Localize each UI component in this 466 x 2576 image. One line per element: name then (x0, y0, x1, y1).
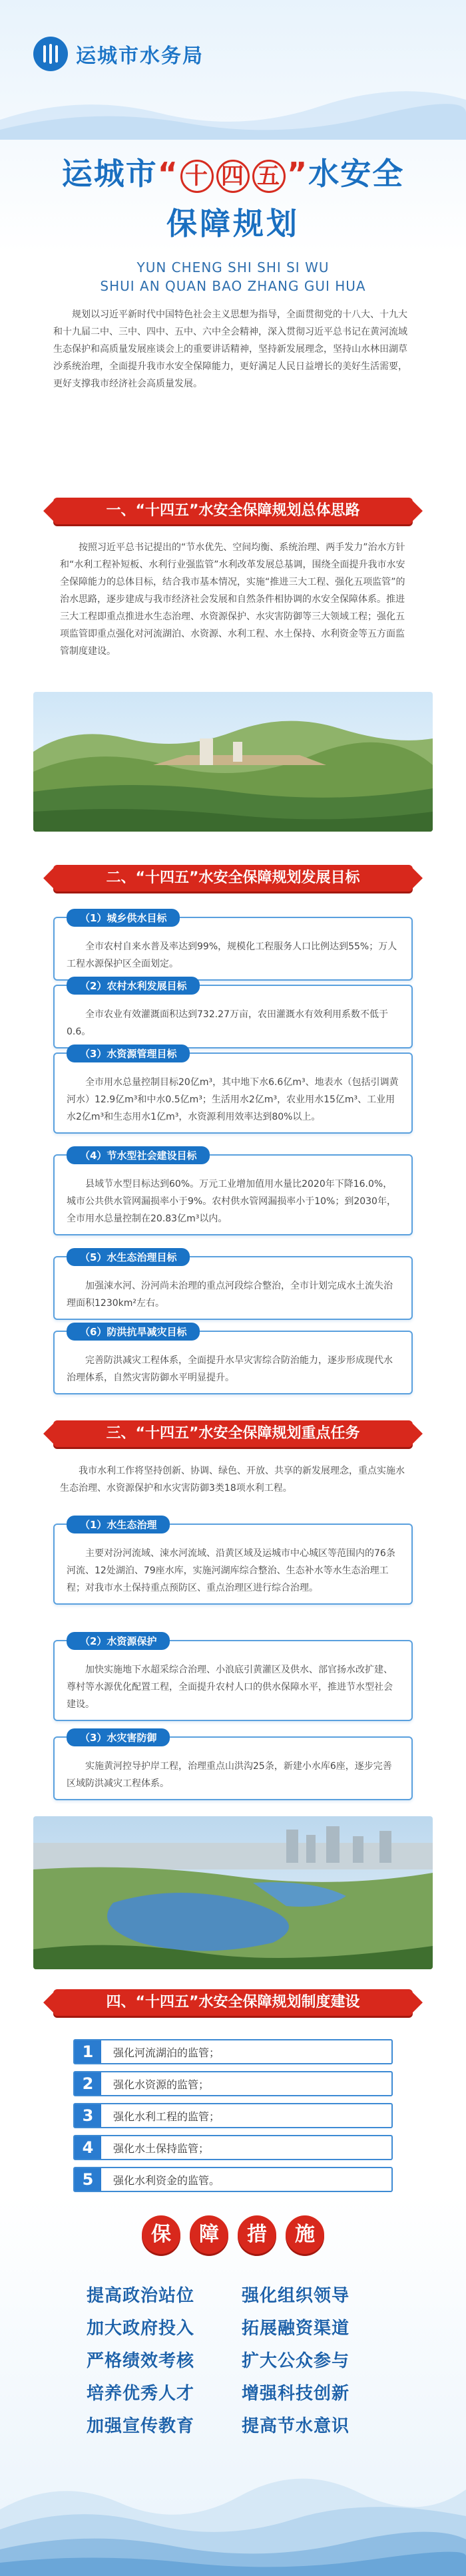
goal-tag: （4）节水型社会建设目标 (67, 1146, 210, 1164)
measure-item: 加大政府投入 (87, 2319, 195, 2338)
task-text: 实施黄河控导护岸工程，治理重点山洪沟25条，新建小水库6座，逐步完善区域防洪减灾工程体系。 (67, 1761, 392, 1789)
goal-tag: （6）防洪抗旱减灾目标 (67, 1323, 200, 1341)
section3-lead: 我市水利工作将坚持创新、协调、绿色、开放、共享的新发展理念，重点实施水生态治理、水资源保护和水灾害防御3类18项水利工程。 (60, 1466, 405, 1494)
goal-box-3 (53, 1048, 413, 1134)
goal-text: 加强涑水河、汾河尚未治理的重点河段综合整治，全市计划完成水土流失治理面积1230km²左右。 (67, 1281, 393, 1309)
system-item-4 (73, 2135, 393, 2160)
measure-item: 拓展融资渠道 (242, 2319, 350, 2338)
system-item-label: 强化河流湖泊的监管； (113, 2046, 220, 2059)
system-item-label: 强化水利工程的监管； (113, 2110, 220, 2123)
task-text: 主要对汾河流域、涑水河流域、沿黄区域及运城市中心城区等范围内的76条河流、12处湖泊、79座水库，实施河湖库综合整治、生态补水等水生态治理工程；对我市水土保持重点预防区、重点治理区进行综合治理。 (67, 1548, 395, 1593)
title-suffix: 水安全 (308, 156, 405, 192)
measures-title-char: 障 (190, 2215, 228, 2254)
system-item-1 (73, 2039, 393, 2064)
measure-item: 提高政治站位 (87, 2286, 195, 2306)
task-box-3 (53, 1732, 413, 1800)
system-item-number: 5 (75, 2168, 101, 2191)
task-tag: （1）水生态治理 (67, 1516, 170, 1533)
section2-heading: 二、“十四五”水安全保障规划发展目标 (53, 865, 413, 891)
title-prefix: 运城市 (61, 156, 158, 192)
reservoir-photo (33, 692, 433, 832)
title-char-si: 四 (216, 160, 250, 193)
goal-box-5 (53, 1251, 413, 1320)
measures-title (0, 2215, 466, 2254)
intro-paragraph: 规划以习近平新时代中国特色社会主义思想为指导，全面贯彻党的十八大、十九大和十九届二中、三中、四中、五中、六中全会精神，深入贯彻习近平总书记在黄河流域生态保护和高质量发展座谈会上的重要讲话精神，坚持新发展理念，坚持山水林田湖草沙系统治理，全面提升我市水安全保障能力，更好满足人民日益增长的美好生活需要，更好支撑我市经济社会高质量发展。 (53, 309, 407, 389)
pinyin-line1: YUN CHENG SHI SHI SI WU (136, 259, 330, 275)
title-open-quote: “ (157, 156, 179, 192)
section1-body: 按照习近平总书记提出的“节水优先、空间均衡、系统治理、两手发力”治水方针和“水利工程补短板、水利行业强监管”水利改革发展总基调，围绕全面提升我市水安全保障能力的总体目标，结合我市基本情况，实施“推进三大工程、强化五项监管”的治水思路，逐步建成与我市经济社会发展和自然条件相协调的水安全保障体系。推进三大工程即重点推进水生态治理、水资源保护、水灾害防御等三大领域工程；强化五项监管即重点强化对河流湖泊、水资源、水利工程、水土保持、水利资金等五方面监管制度建设。 (60, 542, 405, 657)
system-list (73, 2039, 393, 2199)
system-item-label: 强化水土保持监管； (113, 2142, 210, 2155)
section4-heading: 四、“十四五”水安全保障规划制度建设 (53, 1989, 413, 2016)
header (0, 0, 466, 306)
title-char-shi: 十 (180, 160, 214, 193)
goal-text: 全市农业有效灌溉面积达到732.27万亩，农田灌溉水有效利用系数不低于0.6。 (67, 1009, 388, 1037)
system-item-label: 强化水资源的监管； (113, 2078, 210, 2091)
goal-tag: （5）水生态治理目标 (67, 1248, 190, 1266)
measure-item: 提高节水意识 (242, 2416, 350, 2436)
goal-box-1 (53, 912, 413, 981)
goal-text: 全市用水总量控制目标20亿m³，其中地下水6.6亿m³、地表水（包括引调黄河水）12.9亿m³和中水0.5亿m³；生活用水2亿m³，农业用水15亿m³、工业用水2亿m³和生态用水1亿m³，水资源利用效率达到80%以上。 (67, 1077, 399, 1122)
system-item-number: 1 (75, 2040, 101, 2063)
title-close-quote: ” (287, 156, 309, 192)
measures-title-char: 保 (142, 2215, 180, 2254)
goal-tag: （2）农村水利发展目标 (67, 977, 200, 995)
measures-grid (87, 2282, 379, 2437)
org-logo-row (33, 37, 204, 71)
system-item-label: 强化水利资金的监管。 (113, 2174, 220, 2187)
system-item-number: 4 (75, 2136, 101, 2159)
wave-decoration (0, 80, 466, 140)
system-item-3 (73, 2103, 393, 2128)
task-tag: （2）水资源保护 (67, 1632, 170, 1650)
measure-item: 增强科技创新 (242, 2384, 350, 2404)
task-box-2 (53, 1635, 413, 1721)
org-name: 运城市水务局 (76, 45, 204, 68)
measure-item: 强化组织领导 (242, 2286, 350, 2306)
task-box-1 (53, 1519, 413, 1605)
section1-heading: 一、“十四五”水安全保障规划总体思路 (53, 498, 413, 524)
measures-title-char: 措 (238, 2215, 276, 2254)
system-item-2 (73, 2071, 393, 2096)
goal-text: 完善防洪减灾工程体系，全面提升水旱灾害综合防治能力，逐步形成现代水治理体系，自然灾害防御水平明显提升。 (67, 1355, 393, 1383)
system-item-number: 2 (75, 2072, 101, 2095)
goal-tag: （3）水资源管理目标 (67, 1045, 190, 1062)
main-title-line2: 保障规划 (166, 206, 300, 242)
system-item-5 (73, 2167, 393, 2192)
goal-box-4 (53, 1150, 413, 1235)
section3-heading: 三、“十四五”水安全保障规划重点任务 (53, 1420, 413, 1447)
task-tag: （3）水灾害防御 (67, 1728, 170, 1746)
aerial-city-photo (33, 1816, 433, 1969)
measure-item: 扩大公众参与 (242, 2351, 350, 2371)
wave-decoration-bottom (0, 2456, 466, 2576)
task-text: 加快实施地下水超采综合治理、小浪底引黄灌区及供水、部官扬水改扩建、尊村等水源优化配置工程，全面提升农村人口的供水保障水平，推进节水型社会建设。 (67, 1665, 393, 1710)
measure-item: 严格绩效考核 (87, 2351, 195, 2371)
main-title-line1 (0, 150, 466, 194)
system-item-number: 3 (75, 2104, 101, 2127)
goal-text: 全市农村自来水普及率达到99%，规模化工程服务人口比例达到55%；万人工程水源保护区全面划定。 (67, 941, 397, 969)
goal-text: 县域节水型目标达到60%。万元工业增加值用水量比2020年下降16.0%，城市公共供水管网漏损率小于9%。农村供水管网漏损率小于10%；到2030年，全市用水总量控制在20.83亿m³以内。 (67, 1179, 396, 1224)
water-drop-icon (33, 37, 68, 71)
measures-title-char: 施 (286, 2215, 324, 2254)
pinyin-line2: SHUI AN QUAN BAO ZHANG GUI HUA (100, 278, 366, 294)
goal-box-6 (53, 1326, 413, 1394)
measure-item: 培养优秀人才 (87, 2384, 195, 2404)
goal-tag: （1）城乡供水目标 (67, 909, 180, 927)
goal-box-2 (53, 980, 413, 1048)
measure-item: 加强宣传教育 (87, 2416, 195, 2436)
title-char-wu: 五 (252, 160, 286, 193)
